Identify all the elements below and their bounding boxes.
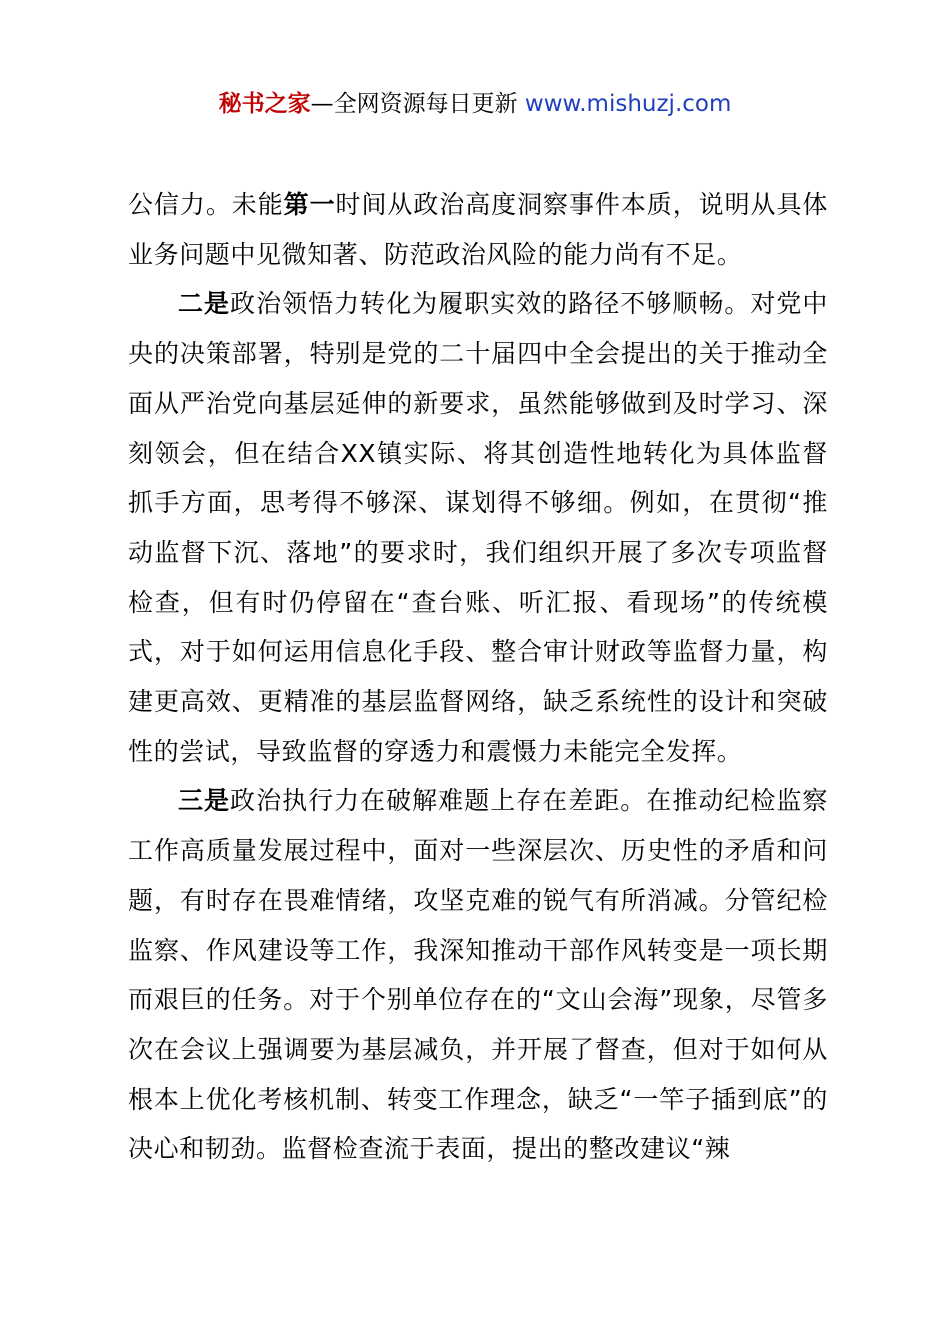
document-body <box>128 180 828 1174</box>
paragraph-text: 时间从政治高度洞察事件本质，说明从具体业务问题中见微知著、防范政治风险的能力尚有不足。 <box>128 190 829 269</box>
paragraph-text: 政治执行力在破解难题上存在差距。在推动纪检监察工作高质量发展过程中，面对一些深层次、历史性的矛盾和问题，有时存在畏难情绪，攻坚克难的锐气有所消减。分管纪检监察、作风建设等工作，我深知推动干部作风转变是一项长期而艰巨的任务。对于个别单位存在的“文山会海”现象，尽管多次在会议上强调要为基层减负，并开展了督查，但对于如何从根本上优化考核机制、转变工作理念，缺乏“一竿子插到底”的决心和韧劲。监督检查流于表面，提出的整改建议“辣 <box>128 786 829 1164</box>
paragraph-lead: 二是 <box>178 289 231 319</box>
paragraph-lead: 三是 <box>178 786 231 816</box>
page-header <box>0 88 950 120</box>
paragraph-continuation <box>128 180 828 279</box>
paragraph-text-before: 公信力。未能 <box>128 190 284 219</box>
site-url-link[interactable]: www.mishuzj.com <box>524 91 732 117</box>
paragraph-bold-phrase: 第一 <box>283 190 336 219</box>
site-slogan: —全网资源每日更新 <box>310 91 518 117</box>
site-brand: 秘书之家 <box>218 91 311 117</box>
paragraph-point-three <box>128 776 828 1174</box>
paragraph-text: 政治领悟力转化为履职实效的路径不够顺畅。对党中央的决策部署，特别是党的二十届四中全会提出的关于推动全面从严治党向基层延伸的新要求，虽然能够做到及时学习、深刻领会，但在结合XX镇实际、将其创造性地转化为具体监督抓手方面，思考得不够深、谋划得不够细。例如，在贯彻“推动监督下沉、落地”的要求时，我们组织开展了多次专项监督检查，但有时仍停留在“查台账、听汇报、看现场”的传统模式，对于如何运用信息化手段、整合审计财政等监督力量，构建更高效、更精准的基层监督网络，缺乏系统性的设计和突破性的尝试，导致监督的穿透力和震慑力未能完全发挥。 <box>128 289 829 766</box>
paragraph-point-two <box>128 279 828 776</box>
